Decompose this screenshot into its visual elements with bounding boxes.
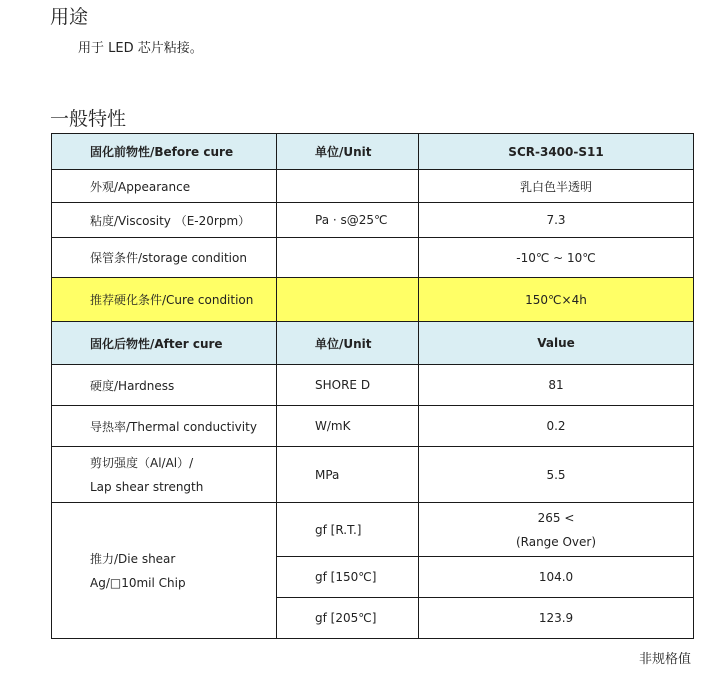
header-cell: Value [419,322,694,365]
property-unit [277,278,419,322]
table-row [52,365,694,406]
header-cell: SCR-3400-S11 [419,134,694,170]
property-name-line: 剪切强度（Al/Al）/ [90,455,194,470]
cure-condition-row [52,278,694,322]
property-unit: gf [R.T.] [277,503,419,557]
header-cell: 固化后物性/After cure [52,322,277,365]
property-name: 导热率/Thermal conductivity [52,406,277,447]
property-value [419,503,694,557]
header-cell: 单位/Unit [277,134,419,170]
header-cell: 单位/Unit [277,322,419,365]
property-value: -10℃ ~ 10℃ [419,238,694,278]
after-cure-header-row [52,322,694,365]
property-value: 5.5 [419,447,694,503]
property-unit: gf [150℃] [277,557,419,598]
table-row [52,238,694,278]
property-value: 乳白色半透明 [419,170,694,203]
property-name: 粘度/Viscosity （E-20rpm） [52,203,277,238]
property-value-line: (Range Over) [515,534,597,549]
property-value: 0.2 [419,406,694,447]
property-name-line: 推力/Die shear [90,551,176,566]
table-row [52,170,694,203]
property-name: 外观/Appearance [52,170,277,203]
property-value-line: 265 < [537,510,575,525]
property-name [52,503,277,639]
property-name: 保管条件/storage condition [52,238,277,278]
property-value: 81 [419,365,694,406]
table-row [52,406,694,447]
property-value: 104.0 [419,557,694,598]
header-cell: 固化前物性/Before cure [52,134,277,170]
usage-text: 用于 LED 芯片粘接。 [78,41,203,56]
property-value: 150℃×4h [419,278,694,322]
usage-heading: 用途 [50,6,89,28]
property-name [52,447,277,503]
property-unit: MPa [277,447,419,503]
property-name-line: Ag/□10mil Chip [90,575,186,590]
properties-table [51,133,694,639]
general-properties-heading: 一般特性 [50,108,127,130]
property-unit [277,170,419,203]
property-name-line: Lap shear strength [90,479,204,494]
footnote: 非规格值 [638,652,691,667]
table-row [52,503,694,557]
property-value: 123.9 [419,598,694,639]
property-unit [277,238,419,278]
property-name: 推荐硬化条件/Cure condition [52,278,277,322]
property-unit: SHORE D [277,365,419,406]
property-value: 7.3 [419,203,694,238]
property-unit: W/mK [277,406,419,447]
before-cure-header-row [52,134,694,170]
property-unit: Pa · s@25℃ [277,203,419,238]
table-row [52,447,694,503]
property-unit: gf [205℃] [277,598,419,639]
property-name: 硬度/Hardness [52,365,277,406]
table-row [52,203,694,238]
